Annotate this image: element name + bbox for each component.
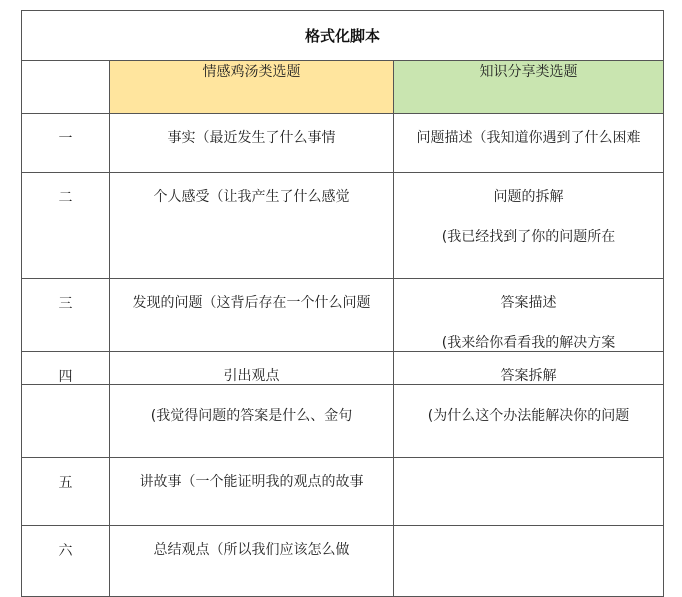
cell-line: 总结观点（所以我们应该怎么做 xyxy=(153,542,350,558)
cell-line: 问题描述（我知道你遇到了什么困难 xyxy=(416,130,641,146)
row-number: 六 xyxy=(22,526,110,597)
cell-line: 讲故事（一个能证明我的观点的故事 xyxy=(139,474,364,490)
row-number: 四 xyxy=(22,352,110,458)
cell-knowledge xyxy=(394,173,664,279)
cell-knowledge-empty xyxy=(394,526,664,597)
cell-line: 问题的拆解 xyxy=(493,189,564,205)
table-title: 格式化脚本 xyxy=(22,11,664,61)
cell-emotional xyxy=(110,114,394,173)
cell-line: (我已经找到了你的问题所在 xyxy=(441,229,616,245)
cell-line: (我来给你看看我的解决方案 xyxy=(441,335,616,351)
cell-line: 引出观点 xyxy=(223,368,280,384)
cell-line: 答案描述 xyxy=(500,295,557,311)
cell-emotional xyxy=(110,526,394,597)
table-row xyxy=(22,526,664,597)
cell-line: (我觉得问题的答案是什么、金句 xyxy=(150,408,353,424)
header-emotional-topics: 情感鸡汤类选题 xyxy=(110,61,394,114)
cell-line: 答案拆解 xyxy=(500,368,557,384)
cell-line: 发现的问题（这背后存在一个什么问题 xyxy=(132,295,371,311)
row-number: 二 xyxy=(22,173,110,279)
script-table-bottom xyxy=(21,351,664,597)
cell-emotional xyxy=(110,173,394,279)
table-row xyxy=(22,352,664,458)
title-row xyxy=(22,11,664,61)
cell-knowledge xyxy=(394,352,664,458)
cell-emotional xyxy=(110,458,394,526)
row-number: 三 xyxy=(22,279,110,385)
cell-knowledge-empty xyxy=(394,458,664,526)
cell-emotional xyxy=(110,352,394,458)
row-number: 一 xyxy=(22,114,110,173)
header-knowledge-topics: 知识分享类选题 xyxy=(394,61,664,114)
cell-knowledge xyxy=(394,114,664,173)
cell-line: 个人感受（让我产生了什么感觉 xyxy=(153,189,350,205)
script-table-top xyxy=(21,10,664,385)
table-row xyxy=(22,458,664,526)
row-number: 五 xyxy=(22,458,110,526)
header-blank xyxy=(22,61,110,114)
table-row xyxy=(22,173,664,279)
cell-line: 事实（最近发生了什么事情 xyxy=(167,130,336,146)
header-row xyxy=(22,61,664,114)
cell-line: (为什么这个办法能解决你的问题 xyxy=(427,408,630,424)
table-row xyxy=(22,114,664,173)
